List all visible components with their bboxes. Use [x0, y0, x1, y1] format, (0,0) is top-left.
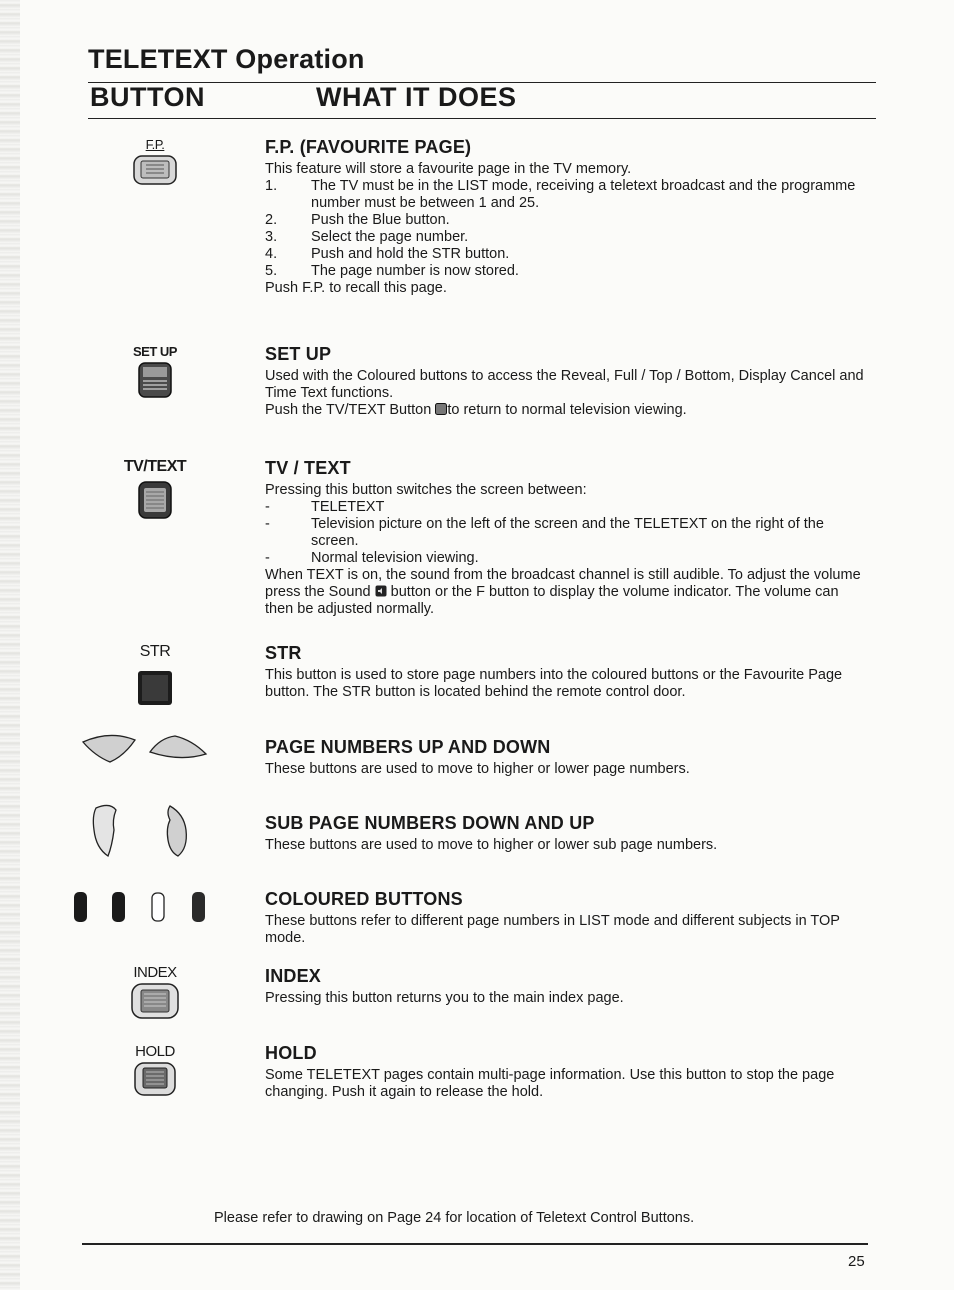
sound-inline-icon — [375, 585, 387, 597]
tvtext-button-label: TV/TEXT — [123, 458, 187, 475]
subpage-arrows-icon — [88, 800, 198, 862]
scanned-page-edge — [0, 0, 20, 1290]
page-numbers-heading: PAGE NUMBERS UP AND DOWN — [265, 737, 551, 757]
hold-button-label: HOLD — [135, 1043, 175, 1060]
page-numbers-section — [265, 737, 865, 778]
tvtext-section — [265, 458, 865, 618]
fp-heading: F.P. (FAVOURITE PAGE) — [265, 137, 472, 157]
index-button-icon — [128, 981, 182, 1023]
str-button-icon — [130, 661, 180, 709]
page-title: TELETEXT Operation — [88, 44, 365, 74]
sub-page-heading: SUB PAGE NUMBERS DOWN AND UP — [265, 813, 595, 833]
setup-section — [265, 344, 865, 419]
fp-step: 2. Push the Blue button. — [265, 212, 450, 228]
hold-section — [265, 1043, 865, 1101]
page-number: 25 — [848, 1253, 865, 1270]
hold-text: Some TELETEXT pages contain multi-page information. Use this button to stop the page changing. Push it again to release the hold. — [265, 1067, 835, 1100]
fp-button-label: F.P. — [145, 137, 165, 152]
index-button-cell — [95, 964, 215, 1028]
tvtext-option: - TELETEXT — [265, 499, 385, 515]
tvtext-inline-icon — [435, 403, 447, 415]
coloured-buttons-cell — [72, 890, 222, 931]
header-rule — [88, 118, 876, 119]
coloured-section — [265, 889, 865, 947]
fp-steps — [265, 178, 865, 280]
tvtext-option: - Television picture on the left of the screen and the TELETEXT on the right of the screen. — [265, 516, 824, 549]
fp-step: 1. The TV must be in the LIST mode, receiving a teletext broadcast and the programme number must be between 1 and 25. — [265, 178, 856, 211]
fp-section — [265, 137, 865, 297]
tvtext-heading: TV / TEXT — [265, 458, 351, 478]
index-text: Pressing this button returns you to the main index page. — [265, 990, 624, 1006]
str-heading: STR — [265, 643, 302, 663]
sub-page-text: These buttons are used to move to higher or lower sub page numbers. — [265, 837, 718, 853]
fp-step: 5. The page number is now stored. — [265, 263, 519, 279]
index-heading: INDEX — [265, 966, 322, 986]
tvtext-options — [265, 499, 865, 567]
setup-button-icon — [130, 359, 180, 401]
page-numbers-text: These buttons are used to move to higher or lower page numbers. — [265, 761, 690, 777]
subpage-cell — [88, 800, 198, 867]
str-section — [265, 643, 865, 701]
setup-text-return: Push the TV/TEXT Button to return to normal television viewing. — [265, 402, 687, 418]
str-button-cell — [95, 643, 215, 714]
fp-intro: This feature will store a favourite page in the TV memory. — [265, 161, 632, 177]
fp-button-cell — [95, 137, 215, 193]
fp-step: 4. Push and hold the STR button. — [265, 246, 510, 262]
page-updown-cell — [80, 728, 210, 777]
index-button-label: INDEX — [133, 964, 177, 981]
sub-page-section — [265, 813, 865, 854]
tvtext-option: - Normal television viewing. — [265, 550, 479, 566]
setup-button-label: SET UP — [133, 344, 177, 359]
hold-heading: HOLD — [265, 1043, 317, 1063]
fp-outro: Push F.P. to recall this page. — [265, 280, 447, 296]
fp-button-icon — [130, 152, 180, 188]
fp-step: 3. Select the page number. — [265, 229, 469, 245]
column-heading-button: BUTTON — [90, 82, 205, 112]
coloured-heading: COLOURED BUTTONS — [265, 889, 463, 909]
column-heading-what-it-does: WHAT IT DOES — [316, 82, 517, 112]
tvtext-outro: When TEXT is on, the sound from the broadcast channel is still audible. To adjust the volume press the Sound button or the F button to display the volume indicator. The volume can then be adjusted normally. — [265, 567, 861, 617]
tvtext-button-cell — [95, 458, 215, 527]
footer-rule — [82, 1243, 868, 1245]
setup-heading: SET UP — [265, 344, 332, 364]
page-up-down-arrows-icon — [80, 728, 210, 772]
hold-button-icon — [130, 1060, 180, 1100]
setup-text: Used with the Coloured buttons to access the Reveal, Full / Top / Bottom, Display Cancel and Time Text functions. — [265, 368, 864, 401]
footer-note: Please refer to drawing on Page 24 for location of Teletext Control Buttons. — [214, 1210, 695, 1226]
hold-button-cell — [95, 1043, 215, 1105]
coloured-buttons-icon — [72, 890, 222, 926]
tvtext-button-icon — [130, 476, 180, 522]
str-button-label: STR — [139, 643, 171, 660]
setup-button-cell — [95, 344, 215, 406]
index-section — [265, 966, 865, 1007]
coloured-text: These buttons refer to different page numbers in LIST mode and different subjects in TOP mode. — [265, 913, 840, 946]
str-text: This button is used to store page numbers into the coloured buttons or the Favourite Page button. The STR button is located behind the remote control door. — [265, 667, 843, 700]
tvtext-intro: Pressing this button switches the screen between: — [265, 482, 587, 498]
